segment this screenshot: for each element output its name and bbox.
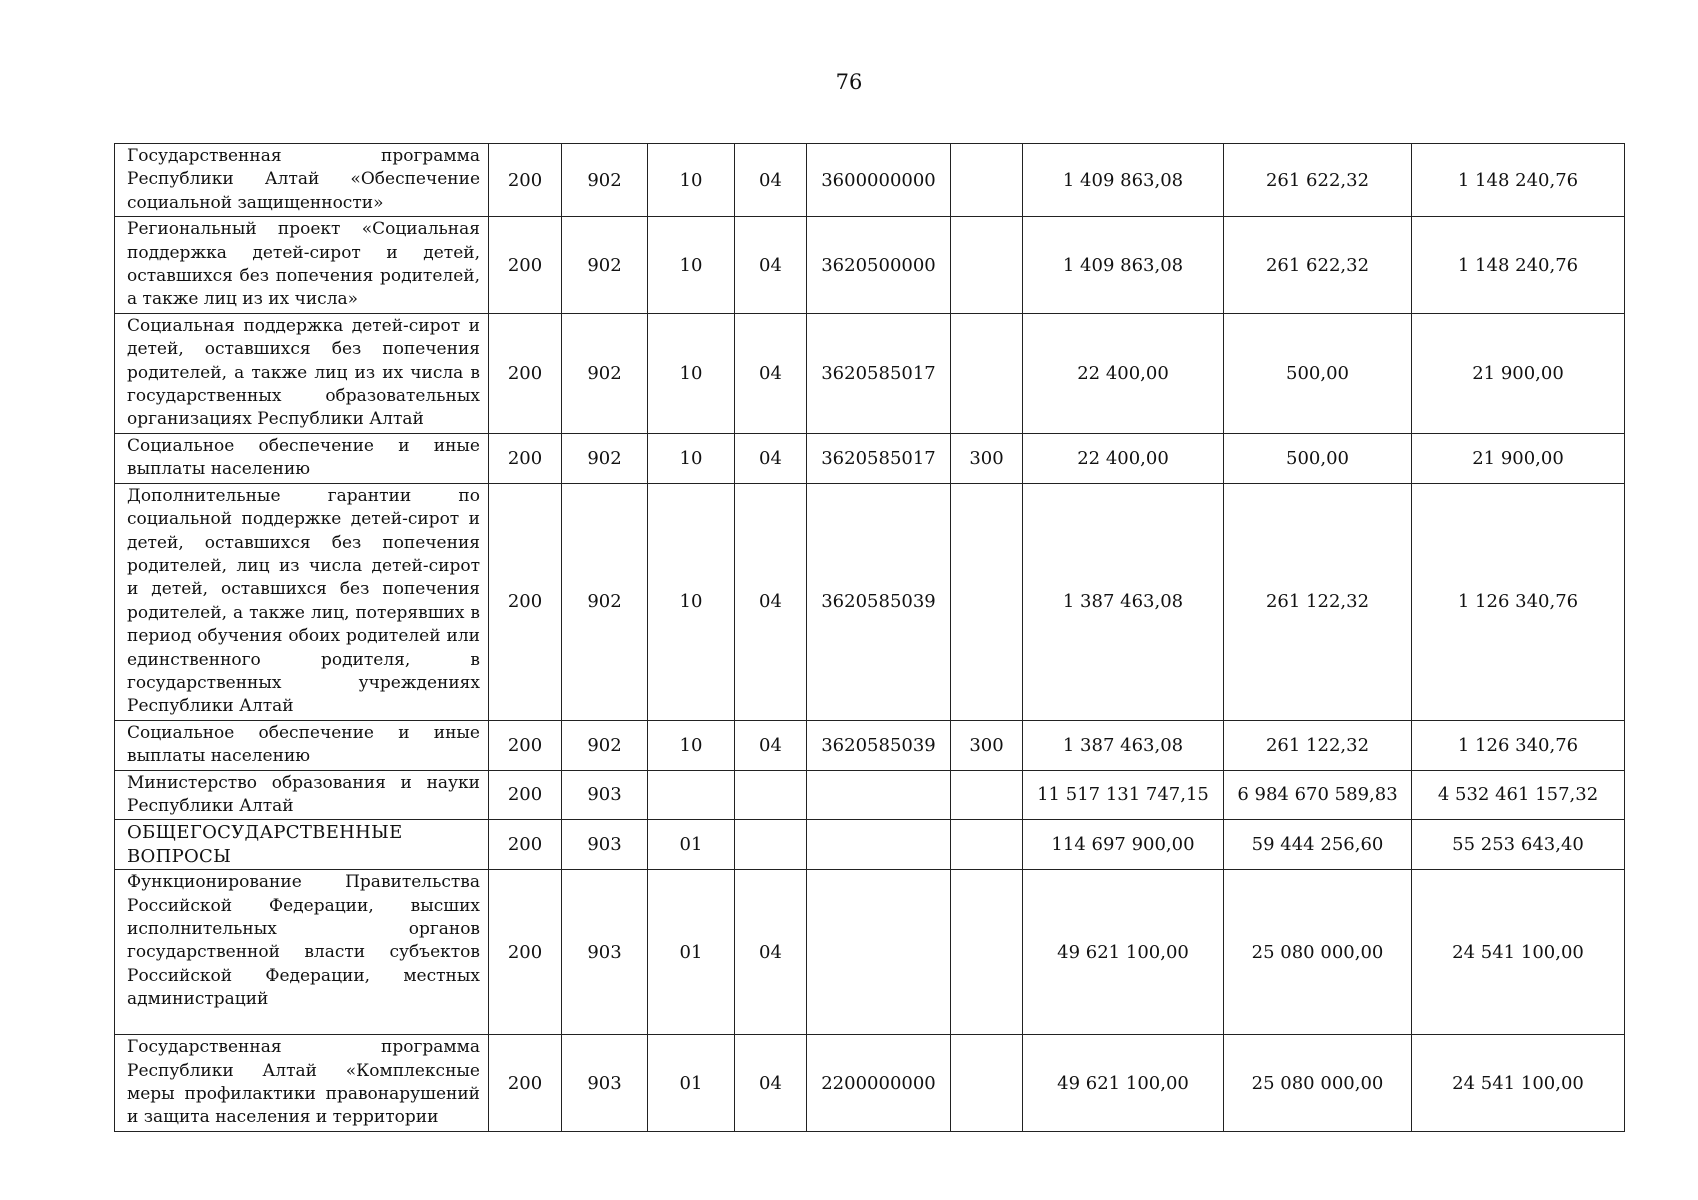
- expense-type-cell: 300: [951, 433, 1023, 483]
- ministry-code-cell: 903: [562, 1035, 648, 1132]
- expense-type-cell: [951, 870, 1023, 1035]
- row-name-cell: Социальная поддержка детей-сирот и детей, оставшихся без попечения родителей, а также лиц из их числа в государственных образовательных организациях Республики Алтай: [115, 313, 489, 433]
- amount-cell: 25 080 000,00: [1224, 1035, 1412, 1132]
- ministry-code-cell: 903: [562, 770, 648, 820]
- section-cell: 10: [648, 217, 735, 314]
- target-item-cell: [807, 770, 951, 820]
- code-cell: 200: [489, 770, 562, 820]
- expense-type-cell: [951, 1035, 1023, 1132]
- expense-type-cell: [951, 770, 1023, 820]
- row-name-cell: Дополнительные гарантии по социальной поддержке детей-сирот и детей, оставшихся без попечения родителей, лиц из числа детей-сирот и детей, оставшихся без попечения родителей, а также лиц, потерявших в период обучения обоих родителей или единственного родителя, в государственных учреждениях Республики Алтай: [115, 483, 489, 720]
- amount-cell: 22 400,00: [1023, 433, 1224, 483]
- code-cell: 200: [489, 483, 562, 720]
- amount-cell: 261 122,32: [1224, 483, 1412, 720]
- row-name-cell: Государственная программа Республики Алтай «Обеспечение социальной защищенности»: [115, 144, 489, 217]
- code-cell: 200: [489, 720, 562, 770]
- section-cell: 10: [648, 720, 735, 770]
- amount-cell: 1 148 240,76: [1412, 217, 1625, 314]
- table-row: [115, 870, 1625, 1035]
- amount-cell: 4 532 461 157,32: [1412, 770, 1625, 820]
- amount-cell: 1 126 340,76: [1412, 720, 1625, 770]
- section-cell: 01: [648, 870, 735, 1035]
- amount-cell: 49 621 100,00: [1023, 870, 1224, 1035]
- amount-cell: 22 400,00: [1023, 313, 1224, 433]
- table-row: [115, 820, 1625, 870]
- amount-cell: 1 126 340,76: [1412, 483, 1625, 720]
- code-cell: 200: [489, 820, 562, 870]
- code-cell: 200: [489, 313, 562, 433]
- row-name-cell: Функционирование Правительства Российской Федерации, высших исполнительных органов государственной власти субъектов Российской Федерации, местных администраций: [115, 870, 489, 1035]
- section-cell: 10: [648, 483, 735, 720]
- amount-cell: 11 517 131 747,15: [1023, 770, 1224, 820]
- ministry-code-cell: 902: [562, 720, 648, 770]
- target-item-cell: 3620585017: [807, 433, 951, 483]
- target-item-cell: 3620585017: [807, 313, 951, 433]
- table-row: [115, 770, 1625, 820]
- amount-cell: 49 621 100,00: [1023, 1035, 1224, 1132]
- amount-cell: 1 409 863,08: [1023, 144, 1224, 217]
- ministry-code-cell: 902: [562, 433, 648, 483]
- subsection-cell: 04: [735, 720, 807, 770]
- expense-type-cell: [951, 144, 1023, 217]
- amount-cell: 500,00: [1224, 313, 1412, 433]
- section-cell: [648, 770, 735, 820]
- section-cell: 10: [648, 313, 735, 433]
- expense-type-cell: 300: [951, 720, 1023, 770]
- ministry-code-cell: 902: [562, 144, 648, 217]
- amount-cell: 1 387 463,08: [1023, 720, 1224, 770]
- row-name-cell: Социальное обеспечение и иные выплаты населению: [115, 433, 489, 483]
- table-row: [115, 720, 1625, 770]
- ministry-code-cell: 902: [562, 313, 648, 433]
- table-row: [115, 313, 1625, 433]
- table-row: [115, 144, 1625, 217]
- amount-cell: 21 900,00: [1412, 433, 1625, 483]
- code-cell: 200: [489, 217, 562, 314]
- table-row: [115, 217, 1625, 314]
- subsection-cell: 04: [735, 870, 807, 1035]
- code-cell: 200: [489, 433, 562, 483]
- subsection-cell: 04: [735, 483, 807, 720]
- subsection-cell: 04: [735, 217, 807, 314]
- table-row: [115, 433, 1625, 483]
- subsection-cell: [735, 820, 807, 870]
- amount-cell: 1 387 463,08: [1023, 483, 1224, 720]
- row-name-cell: Региональный проект «Социальная поддержка детей-сирот и детей, оставшихся без попечения родителей, а также лиц из их числа»: [115, 217, 489, 314]
- target-item-cell: 3600000000: [807, 144, 951, 217]
- target-item-cell: 3620500000: [807, 217, 951, 314]
- code-cell: 200: [489, 144, 562, 217]
- table-row: [115, 483, 1625, 720]
- amount-cell: 1 148 240,76: [1412, 144, 1625, 217]
- section-cell: 10: [648, 144, 735, 217]
- page-number: 76: [835, 70, 863, 94]
- code-cell: 200: [489, 1035, 562, 1132]
- row-name-cell: Государственная программа Республики Алтай «Комплексные меры профилактики правонарушений и защита населения и территории: [115, 1035, 489, 1132]
- amount-cell: 261 622,32: [1224, 217, 1412, 314]
- section-cell: 01: [648, 820, 735, 870]
- expense-type-cell: [951, 483, 1023, 720]
- table-row: [115, 1035, 1625, 1132]
- amount-cell: 24 541 100,00: [1412, 870, 1625, 1035]
- subsection-cell: 04: [735, 433, 807, 483]
- target-item-cell: [807, 820, 951, 870]
- ministry-code-cell: 902: [562, 217, 648, 314]
- ministry-code-cell: 903: [562, 870, 648, 1035]
- subsection-cell: 04: [735, 144, 807, 217]
- amount-cell: 25 080 000,00: [1224, 870, 1412, 1035]
- row-name-cell: Социальное обеспечение и иные выплаты населению: [115, 720, 489, 770]
- row-name-cell: Министерство образования и науки Республики Алтай: [115, 770, 489, 820]
- amount-cell: 59 444 256,60: [1224, 820, 1412, 870]
- subsection-cell: 04: [735, 313, 807, 433]
- ministry-code-cell: 902: [562, 483, 648, 720]
- section-cell: 10: [648, 433, 735, 483]
- subsection-cell: [735, 770, 807, 820]
- amount-cell: 21 900,00: [1412, 313, 1625, 433]
- row-name-cell: ОБЩЕГОСУДАРСТВЕННЫЕ ВОПРОСЫ: [115, 820, 489, 870]
- expense-type-cell: [951, 313, 1023, 433]
- target-item-cell: 2200000000: [807, 1035, 951, 1132]
- ministry-code-cell: 903: [562, 820, 648, 870]
- amount-cell: 1 409 863,08: [1023, 217, 1224, 314]
- section-cell: 01: [648, 1035, 735, 1132]
- expense-type-cell: [951, 820, 1023, 870]
- amount-cell: 114 697 900,00: [1023, 820, 1224, 870]
- amount-cell: 500,00: [1224, 433, 1412, 483]
- budget-table: [114, 143, 1625, 1132]
- amount-cell: 6 984 670 589,83: [1224, 770, 1412, 820]
- target-item-cell: [807, 870, 951, 1035]
- target-item-cell: 3620585039: [807, 720, 951, 770]
- amount-cell: 261 622,32: [1224, 144, 1412, 217]
- expense-type-cell: [951, 217, 1023, 314]
- amount-cell: 24 541 100,00: [1412, 1035, 1625, 1132]
- amount-cell: 261 122,32: [1224, 720, 1412, 770]
- target-item-cell: 3620585039: [807, 483, 951, 720]
- subsection-cell: 04: [735, 1035, 807, 1132]
- code-cell: 200: [489, 870, 562, 1035]
- amount-cell: 55 253 643,40: [1412, 820, 1625, 870]
